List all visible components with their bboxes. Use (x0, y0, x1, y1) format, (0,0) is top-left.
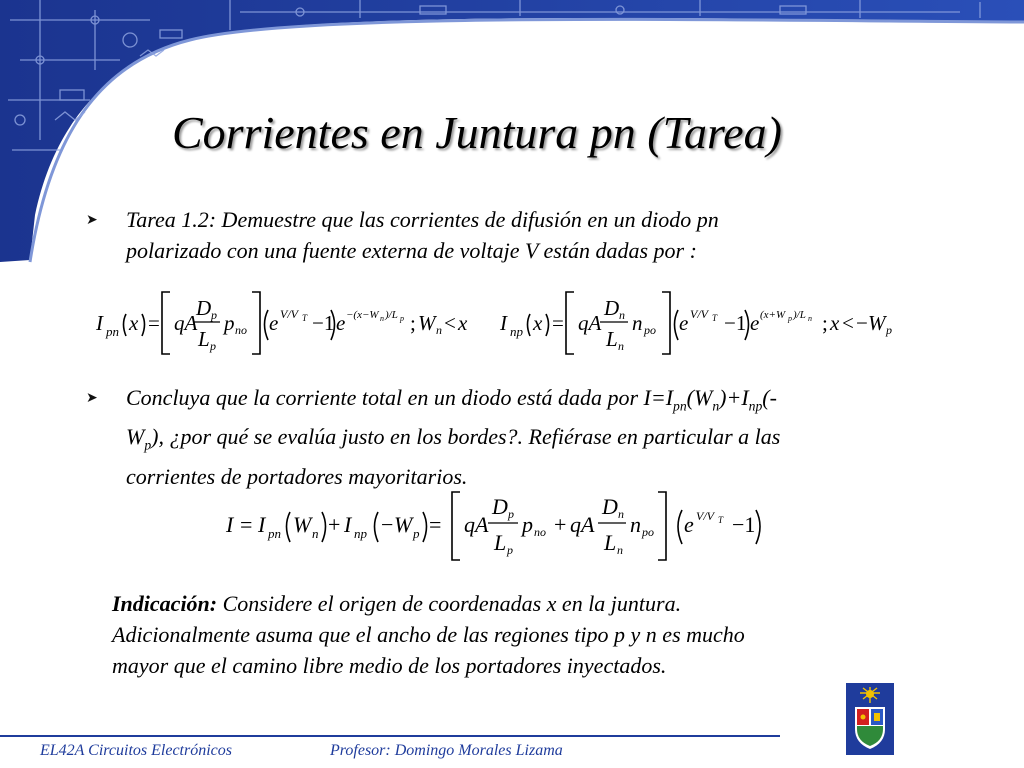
svg-text:n: n (619, 308, 625, 322)
footer-course: EL42A Circuitos Electrónicos (40, 742, 232, 759)
svg-text:qA: qA (174, 311, 198, 335)
svg-text:D: D (492, 494, 508, 519)
svg-text:I: I (226, 512, 234, 537)
svg-text:D: D (196, 296, 212, 320)
svg-text:qA: qA (570, 512, 595, 537)
svg-text:x: x (129, 311, 139, 335)
footer-divider (0, 735, 780, 737)
subscript: np (748, 398, 763, 414)
svg-text:)/L: )/L (385, 309, 398, 321)
svg-text:p: p (508, 507, 514, 521)
svg-text:=: = (429, 512, 442, 537)
svg-text:no: no (235, 323, 247, 337)
svg-text:V/V: V/V (280, 307, 298, 321)
svg-text:e: e (750, 311, 760, 335)
svg-text:I: I (500, 311, 507, 335)
svg-text:−: − (381, 512, 394, 537)
svg-text:n: n (312, 526, 319, 541)
university-logo-icon (846, 683, 894, 755)
svg-text:+: + (328, 512, 341, 537)
svg-text:x: x (458, 311, 468, 335)
svg-text:=: = (552, 311, 564, 335)
svg-text:x: x (830, 311, 840, 335)
svg-text:p: p (224, 311, 235, 335)
bullet-line: Tarea 1.2: Demuestre que las corrientes de difusión en un diodo pn (126, 207, 719, 232)
svg-text:D: D (604, 296, 620, 320)
hint-line: Adicionalmente asuma que el ancho de las regiones tipo p y n es mucho (112, 622, 745, 647)
svg-text:(x+W: (x+W (760, 309, 786, 321)
text-span: )+I (719, 385, 749, 410)
svg-text:−1: −1 (312, 311, 335, 335)
svg-text:pn: pn (268, 526, 281, 541)
svg-text:L: L (604, 530, 617, 555)
svg-text:n: n (632, 311, 643, 335)
bullet-line: polarizado con una fuente externa de voltaje V están dadas por : (126, 238, 697, 263)
arrow-bullet-icon: ➤ (86, 390, 98, 406)
svg-text:n: n (380, 314, 384, 323)
svg-text:T: T (712, 313, 718, 323)
svg-text:<: < (444, 311, 456, 335)
slide-title: Corrientes en Juntura pn (Tarea) (172, 107, 782, 158)
svg-text:e: e (679, 311, 689, 335)
equation-total-current (224, 486, 784, 566)
text-span: Considere el origen de coordenadas x en la juntura. (217, 591, 682, 616)
hint-paragraph (112, 588, 872, 681)
svg-text:W: W (394, 512, 413, 537)
svg-text:=: = (148, 311, 160, 335)
svg-text:I: I (258, 512, 266, 537)
svg-text:−1: −1 (732, 512, 756, 537)
svg-text:p: p (413, 526, 420, 541)
svg-text:−(x−W: −(x−W (346, 309, 379, 321)
hint-label: Indicación: (112, 591, 218, 616)
svg-text:qA: qA (578, 311, 602, 335)
svg-text:p: p (507, 543, 513, 557)
svg-text:W: W (293, 512, 312, 537)
equation-ipn (92, 286, 472, 358)
bullet-line (126, 421, 916, 460)
svg-text:e: e (684, 512, 694, 537)
svg-text:e: e (336, 311, 346, 335)
hint-line: mayor que el camino libre medio de los portadores inyectados. (112, 653, 667, 678)
svg-text:po: po (642, 525, 654, 539)
svg-text:n: n (808, 314, 812, 323)
svg-text:L: L (606, 327, 618, 351)
subscript: pn (673, 398, 687, 414)
svg-text:<: < (842, 311, 854, 335)
svg-text:pn: pn (106, 324, 119, 339)
footer-professor: Profesor: Domingo Morales Lizama (330, 742, 563, 759)
bullet-text-conclude (126, 382, 916, 492)
svg-text:T: T (302, 313, 308, 323)
svg-text:;: ; (410, 311, 416, 335)
svg-text:p: p (400, 314, 404, 323)
text-span: (- (762, 385, 777, 410)
svg-text:p: p (886, 323, 892, 337)
svg-text:qA: qA (464, 512, 489, 537)
svg-text:n: n (618, 507, 624, 521)
svg-text:po: po (644, 323, 656, 337)
svg-text:p: p (211, 308, 217, 322)
text-span: ), ¿por qué se evalúa justo en los bordes?. Refiérase en particular a las (151, 424, 781, 450)
text-span: W (126, 424, 145, 450)
text-span: Concluya que la corriente total en un diodo está dada por I=I (126, 385, 674, 410)
svg-text:np: np (354, 526, 367, 541)
svg-text:n: n (618, 339, 624, 353)
svg-text:p: p (788, 314, 792, 323)
svg-text:n: n (630, 512, 641, 537)
svg-text:n: n (617, 543, 623, 557)
svg-text:−1: −1 (724, 311, 747, 335)
svg-text:np: np (510, 324, 523, 339)
subscript: n (712, 398, 720, 414)
svg-text:W: W (418, 311, 436, 335)
svg-text:p: p (522, 512, 533, 537)
text-span: (W (686, 385, 713, 410)
svg-text:I: I (344, 512, 352, 537)
svg-text:p: p (210, 339, 216, 353)
bullet-line (126, 382, 916, 421)
svg-text:+: + (554, 512, 567, 537)
hint-line (112, 588, 872, 619)
svg-text:V/V: V/V (696, 509, 714, 523)
svg-text:I: I (96, 311, 103, 335)
svg-text:)/L: )/L (793, 309, 806, 321)
svg-text:=: = (240, 512, 253, 537)
svg-text:D: D (602, 494, 618, 519)
subscript: p (144, 437, 152, 453)
svg-text:no: no (534, 525, 546, 539)
svg-text:T: T (718, 515, 724, 525)
equation-inp (496, 286, 916, 358)
svg-text:e: e (269, 311, 279, 335)
bullet-line: corrientes de portadores mayoritarios. (126, 463, 468, 489)
svg-text:n: n (436, 323, 442, 337)
svg-text:L: L (198, 327, 210, 351)
svg-text:−: − (856, 311, 868, 335)
svg-text:L: L (494, 530, 507, 555)
arrow-bullet-icon: ➤ (86, 212, 98, 228)
svg-text:x: x (533, 311, 543, 335)
svg-text:W: W (868, 311, 886, 335)
bullet-text-task (126, 204, 866, 266)
svg-text:;: ; (822, 311, 828, 335)
svg-text:V/V: V/V (690, 307, 708, 321)
